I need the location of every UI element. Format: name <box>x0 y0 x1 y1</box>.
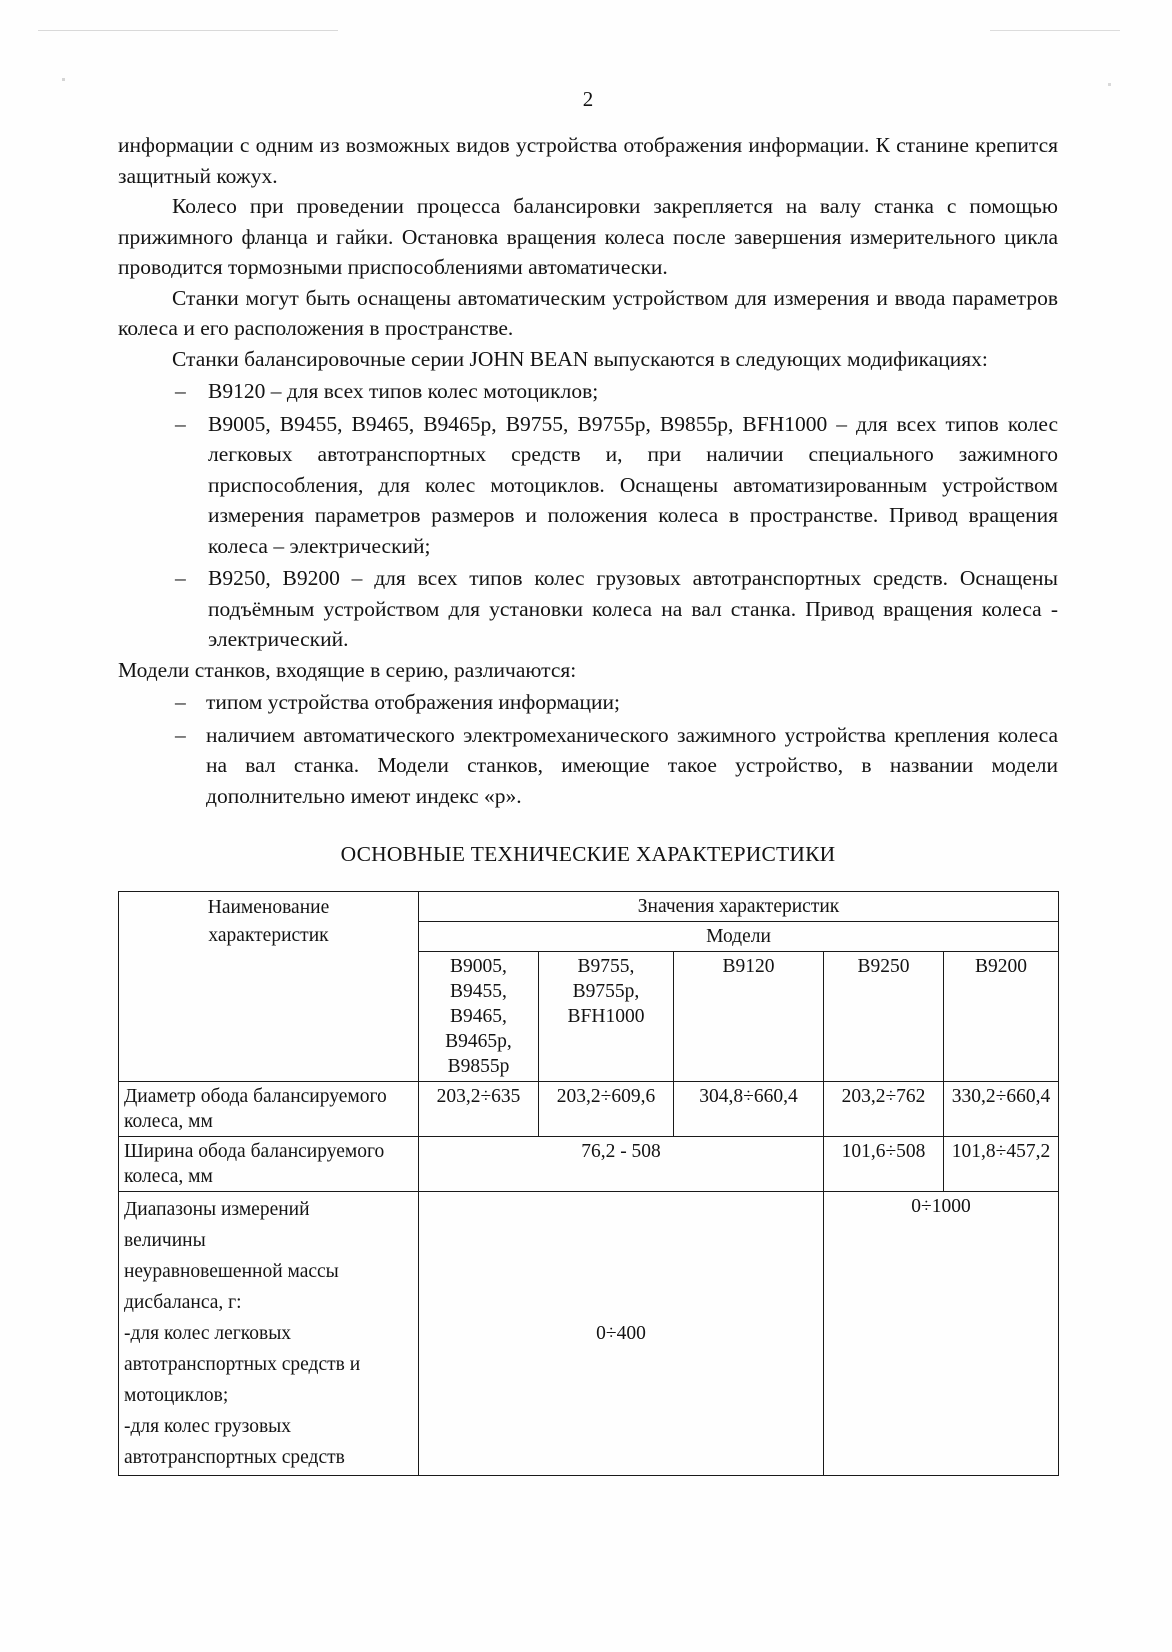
row-label-line: автотранспортных средств <box>124 1447 345 1468</box>
model-name: B9855p <box>447 1056 510 1077</box>
header-cell-values-title: Значения характеристик <box>419 892 1059 922</box>
row-label-rim-width <box>119 1137 419 1192</box>
dash-bullet-icon: – <box>175 379 186 403</box>
header-cell-model-group-4: B9250 <box>824 952 944 1082</box>
paragraph-series-intro: Станки балансировочные серии JOHN BEAN выпускаются в следующих модификациях: <box>172 346 988 371</box>
row-label-line: неуравновешенной массы <box>124 1261 339 1282</box>
cell-value-light-vehicles: 0÷400 <box>419 1192 824 1476</box>
differences-list <box>118 687 1058 811</box>
list-item-text: типом устройства отображения информации; <box>206 690 620 714</box>
header-cell-model-group-5: B9200 <box>944 952 1059 1082</box>
scan-artifact-dot-right <box>1108 83 1111 86</box>
header-cell-name <box>119 892 419 1082</box>
row-label-line: Диаметр обода балансируемого <box>124 1086 387 1107</box>
header-name-line1: Наименование <box>207 897 330 918</box>
header-cell-model-group-3: B9120 <box>674 952 824 1082</box>
model-name: B9755, <box>577 956 635 977</box>
model-name: B9465, <box>450 1006 507 1027</box>
row-label-line: -для колес грузовых <box>124 1416 292 1437</box>
cell-value: 101,8÷457,2 <box>944 1137 1059 1192</box>
dash-bullet-icon: – <box>175 690 186 714</box>
header-cell-model-group-2 <box>539 952 674 1082</box>
table-row <box>119 1192 1059 1476</box>
row-label-unbalance-range <box>119 1192 419 1476</box>
cell-value: 330,2÷660,4 <box>944 1082 1059 1137</box>
table-row-header-values <box>119 892 1059 922</box>
cell-value: 203,2÷609,6 <box>539 1082 674 1137</box>
cell-value-merged: 76,2 - 508 <box>419 1137 824 1192</box>
scan-artifact-dot-left <box>62 78 65 81</box>
list-item-text: наличием автоматического электромеханического зажимного устройства крепления колеса на вал станка. Модели станков, имеющие такое устройство, в названии модели дополнительно имеют индекс «p». <box>206 722 1058 808</box>
paragraph-auto-measurement: Станки могут быть оснащены автоматическим устройством для измерения и ввода параметров колеса и его расположения в пространстве. <box>118 285 1058 340</box>
page-content <box>118 86 1058 1476</box>
specs-heading: ОСНОВНЫЕ ТЕХНИЧЕСКИЕ ХАРАКТЕРИСТИКИ <box>340 842 836 866</box>
row-label-line: автотранспортных средств и <box>124 1354 361 1375</box>
list-item <box>118 720 1058 812</box>
dash-bullet-icon: – <box>175 411 186 436</box>
row-label-line: Диапазоны измерений <box>124 1199 310 1220</box>
modifications-list <box>118 376 1058 655</box>
list-item <box>118 687 1058 718</box>
paragraph-differences-intro: Модели станков, входящие в серию, различаются: <box>118 657 577 682</box>
row-label-line: -для колес легковых <box>124 1323 292 1344</box>
dash-bullet-icon: – <box>175 722 186 747</box>
row-label-line: величины <box>124 1230 206 1251</box>
scan-artifact-top-left <box>38 30 338 31</box>
cell-value: 203,2÷762 <box>824 1082 944 1137</box>
row-label-line: Ширина обода балансируемого <box>124 1141 385 1162</box>
header-name-line2: характеристик <box>208 925 329 946</box>
model-name: B9455, <box>450 981 507 1002</box>
list-item-text: B9250, B9200 – для всех типов колес грузовых автотранспортных средств. Оснащены подъёмным устройством для установки колеса на вал станка. Привод вращения колеса - электрический. <box>208 566 1058 651</box>
dash-bullet-icon: – <box>175 566 186 590</box>
row-label-line: колеса, мм <box>124 1166 213 1187</box>
row-label-line: дисбаланса, г: <box>124 1292 242 1313</box>
list-item-text: B9120 – для всех типов колес мотоциклов; <box>208 379 599 403</box>
list-item <box>118 409 1058 562</box>
paragraph-intro: информации с одним из возможных видов устройства отображения информации. К станине крепится защитный кожух. <box>118 133 1058 188</box>
model-name: B9005, <box>450 956 507 977</box>
paragraph-wheel-mounting: Колесо при проведении процесса балансировки закрепляется на валу станка с помощью прижимного фланца и гайки. Остановка вращения колеса после завершения измерительного цикла проводится тормозными приспособлениями автоматически. <box>118 194 1058 279</box>
scan-artifact-top-right <box>990 30 1120 31</box>
page-number: 2 <box>582 87 594 111</box>
row-label-line: мотоциклов; <box>124 1385 229 1406</box>
model-name: B9755p, <box>572 981 640 1002</box>
cell-value: 203,2÷635 <box>419 1082 539 1137</box>
header-cell-models-title: Модели <box>419 922 1059 952</box>
row-label-rim-diameter <box>119 1082 419 1137</box>
table-row <box>119 1137 1059 1192</box>
list-item-text: B9005, B9455, B9465, B9465p, B9755, B9755p, B9855p, BFH1000 – для всех типов колес легковых автотранспортных средств и, при наличии специального зажимного приспособления, для колес мотоциклов. Оснащены автоматизированным устройством измерения параметров размеров и положения колеса в пространстве. Привод вращения колеса – электрический; <box>208 411 1058 558</box>
list-item <box>118 376 1058 407</box>
cell-value-trucks: 0÷1000 <box>824 1192 1059 1476</box>
model-name: BFH1000 <box>567 1006 645 1027</box>
row-label-line: колеса, мм <box>124 1111 213 1132</box>
table-row <box>119 1082 1059 1137</box>
cell-value: 101,6÷508 <box>824 1137 944 1192</box>
cell-value: 304,8÷660,4 <box>674 1082 824 1137</box>
header-cell-model-group-1 <box>419 952 539 1082</box>
specifications-table <box>118 891 1059 1476</box>
model-name: B9465p, <box>445 1031 512 1052</box>
list-item <box>118 563 1058 655</box>
